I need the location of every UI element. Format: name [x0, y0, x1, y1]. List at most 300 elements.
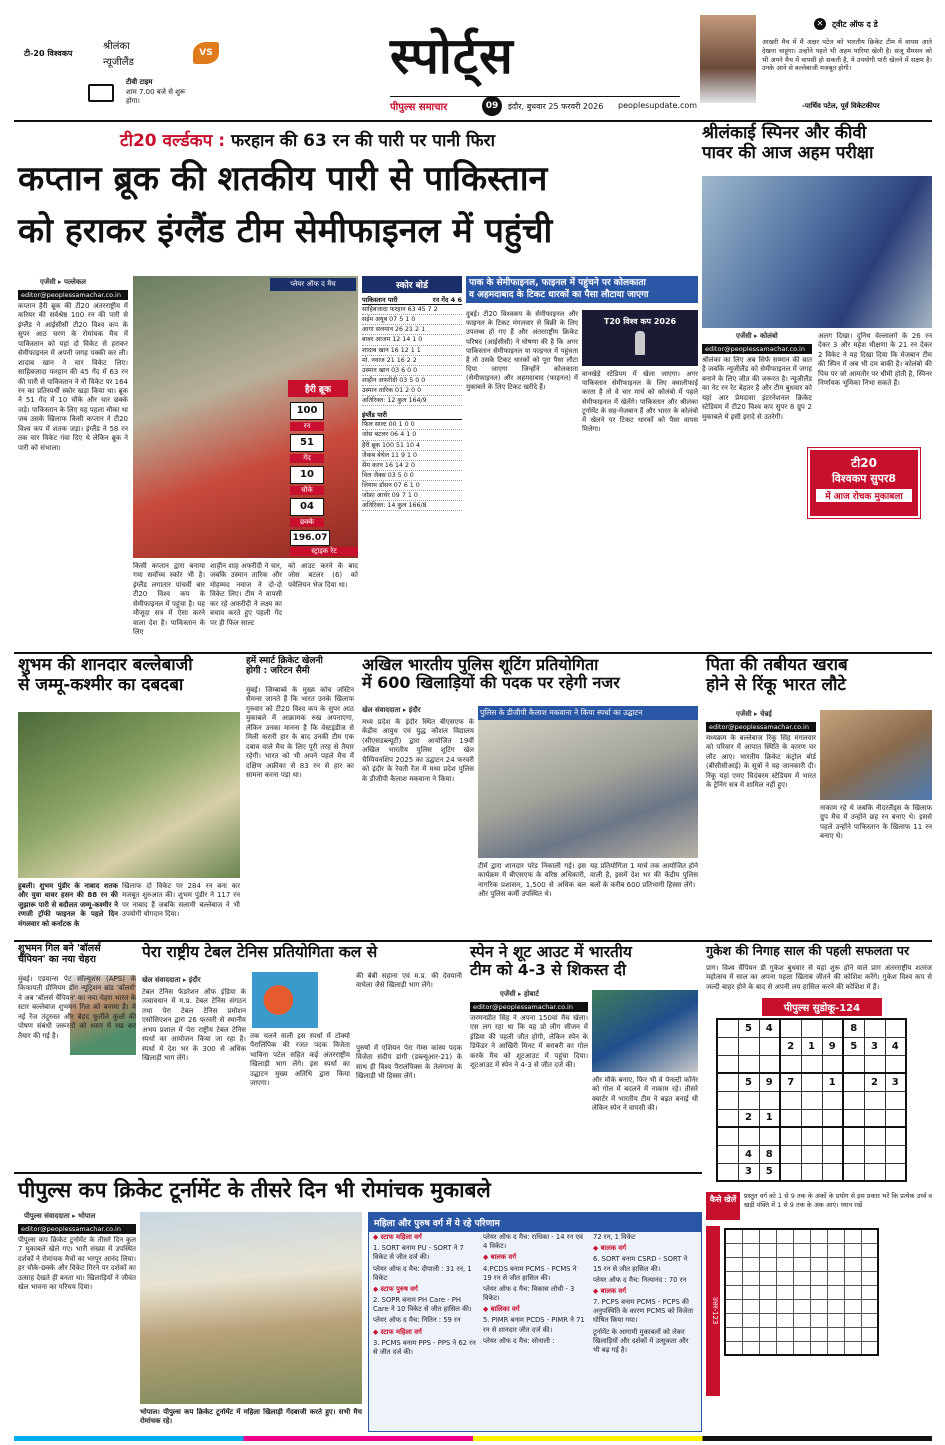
answer-cell	[793, 1243, 810, 1257]
lead-headline-1: कप्तान ब्रूक की शतकीय पारी से पाकिस्तान	[18, 159, 548, 199]
results-box	[368, 1212, 702, 1432]
spain-email: editor@peoplessamachar.co.in	[470, 1002, 588, 1012]
answer-cell	[810, 1257, 827, 1271]
stat-sixes-label: छक्के	[290, 518, 324, 527]
answer-cell	[810, 1327, 827, 1341]
shubham-headline-2: से जम्मू-कश्मीर का दबदबा	[18, 674, 184, 695]
results-col-1	[373, 1233, 477, 1359]
stats-box	[290, 402, 358, 558]
sudoku-cell	[738, 1091, 759, 1109]
sudoku-cell	[843, 1073, 864, 1091]
tweet-label: ट्वीट ऑफ द डे	[832, 20, 878, 29]
police-body-2: टीमें द्वारा शानदार परेड निकाली गई। इस कार्यक्रम में बीएसएफ के वरिष्ठ अधिकारी, नागरिक प्रशासन, 1,500 से अधिक बल और पुलिस कर्मी उपस्थित थे।	[478, 862, 586, 899]
police-body-1: मध्य प्रदेश के इंदौर स्थित बीएसएफ के केंद्रीय आयुध एवं युद्ध कौशल विद्यालय (सीएसडब्ल्यूटी) द्वारा आयोजित 19वीं अखिल भारतीय पुलिस शूटिंग खेल चैम्पियनशिप 2025 का उद्घाटन 24 फरवरी को इंदौर के रेवती रेंज में मध्य प्रदेश पुलिस के डीजीपी कैलाश मकवाना ने किया।	[362, 718, 474, 783]
answer-cell	[725, 1299, 742, 1313]
scorecard-row: उस्मान खान 03 6 0 0	[362, 366, 462, 376]
result-line: 4.PCDS बनाम PCMS - PCMS ने 19 रन से जीत हासिल की।	[483, 1264, 577, 1282]
shubhman-headline	[18, 944, 136, 966]
kicker-label: टी20 वर्ल्डकप :	[120, 131, 226, 151]
para-body-2: तक चलने वाली इस स्पर्धा में टोक्यो पैरालिंपिक की रजत पदक विजेता भाविना पटेल सहित कई अंतरराष्ट्रीय खिलाड़ी भाग लेंगे। इस स्पर्धा का उद्घाटन मुख्य अतिथि द्वारा किया जाएगा।	[250, 1032, 350, 1088]
answer-cell	[725, 1341, 742, 1355]
answer-cell	[861, 1271, 878, 1285]
answer-cell	[861, 1229, 878, 1243]
spain-headline-2: टीम को 4-3 से शिकस्त दी	[470, 960, 627, 979]
answer-cell	[725, 1271, 742, 1285]
answer-cell	[793, 1271, 810, 1285]
paper-name: पीपुल्स समाचार	[390, 102, 448, 113]
sudoku-cell	[717, 1037, 738, 1055]
answer-cell	[810, 1243, 827, 1257]
sudoku-cell	[843, 1163, 864, 1181]
shubhman-body: मुंबई। एडवान्स पेट सॉल्यूशंस (APS) के किफायती प्रीमियम डॉग न्यूट्रिशन ब्रांड 'बॉलर्स' ने अब 'बॉलर्स चैंपियन' का नया चेहरा भारत के स्टार बल्लेबाज शुभमन गिल को बनाया है। ये नई रेंज तंदुरुस्त और बेहद फुर्तीले कुत्तों की पोषण संबंधी जरूरतों को ध्यान में रख कर तैयार की गई है।	[18, 975, 136, 1040]
answer-cell	[759, 1243, 776, 1257]
para-byline: खेल संवाददाता ▸ इंदौर	[142, 976, 201, 984]
potm-label: प्लेयर ऑफ द मैच	[270, 278, 356, 291]
answer-grid	[724, 1228, 879, 1356]
masthead-strip	[390, 96, 698, 114]
sudoku-cell	[864, 1019, 885, 1037]
shubhman-headline-2: चैंपियन' का नया चेहरा	[18, 953, 96, 965]
answer-cell	[844, 1341, 861, 1355]
answer-cell	[793, 1229, 810, 1243]
sudoku-cell: 1	[822, 1073, 843, 1091]
answer-cell	[742, 1285, 759, 1299]
spinners-photo	[702, 176, 932, 328]
answer-cell	[776, 1341, 793, 1355]
result-line: प्लेयर ऑफ द मैच: दीपाली : 31 रन, 1 विकेट	[373, 1264, 472, 1282]
sudoku-cell: 8	[843, 1019, 864, 1037]
answer-cell	[793, 1341, 810, 1355]
rinku-email: editor@peoplessamachar.co.in	[706, 722, 816, 732]
sudoku-cell	[822, 1145, 843, 1163]
tweet-box	[762, 18, 932, 114]
results-title: महिला और पुरुष वर्ग में ये रहे परिणाम	[369, 1213, 701, 1232]
police-headline	[362, 656, 698, 693]
answer-cell	[759, 1313, 776, 1327]
answer-cell	[742, 1243, 759, 1257]
shubham-photo	[18, 712, 240, 878]
sudoku-cell	[864, 1127, 885, 1145]
sudoku-cell	[780, 1163, 801, 1181]
sudoku-cell	[801, 1019, 822, 1037]
answer-cell	[776, 1243, 793, 1257]
scorecard-row: शादाब खान 16 12 1 1	[362, 346, 462, 356]
sudoku-cell	[801, 1073, 822, 1091]
result-line: ◆ बालक वर्ग	[483, 1253, 517, 1262]
website: peoplesupdate.com	[618, 101, 698, 110]
sudoku-cell: 2	[738, 1109, 759, 1127]
result-line: प्लेयर ऑफ द मैच: नितिन : 59 रन	[373, 1316, 461, 1325]
spain-headline-1: स्पेन ने शूट आउट में भारतीय	[470, 943, 632, 961]
sudoku-cell	[885, 1163, 906, 1181]
result-line: प्लेयर ऑफ द मैच: नित्यानंद : 70 रन	[593, 1275, 687, 1284]
lead-headline-2: को हराकर इंग्लैंड टीम सेमीफाइनल में पहुंची	[18, 211, 553, 251]
answer-cell	[810, 1285, 827, 1299]
fixture-label: टी-20 विश्वकप	[24, 49, 73, 58]
spain-agency: एजेंसी ▸ होबार्ट	[500, 990, 539, 998]
answer-cell	[827, 1257, 844, 1271]
para-body-3: की बेबी सहाना एवं म.प्र. की देवयानी वाघेला जैसे खिलाड़ी भाग लेंगे।	[356, 972, 462, 990]
lead-kicker	[120, 128, 495, 151]
answer-cell	[793, 1327, 810, 1341]
result-line: ◆ बालक वर्ग	[593, 1286, 627, 1295]
sudoku-cell: 1	[759, 1109, 780, 1127]
answer-cell	[827, 1229, 844, 1243]
sudoku-cell	[843, 1109, 864, 1127]
tv-time: शाम 7.00 बजे से शुरू होगा।	[126, 88, 186, 105]
answer-cell	[827, 1243, 844, 1257]
fixture-team1: श्रीलंका	[103, 41, 130, 52]
sudoku-cell	[864, 1091, 885, 1109]
answer-cell	[810, 1271, 827, 1285]
sudoku-cell	[717, 1145, 738, 1163]
how-label: कैसे खेलें	[706, 1192, 740, 1220]
masthead-rule	[14, 120, 932, 122]
answer-cell	[793, 1299, 810, 1313]
player-name-tag: हैरी ब्रूक	[288, 380, 348, 397]
vs-badge: VS	[193, 42, 219, 64]
scorecard-team2: इंग्लैंड पारी	[362, 410, 462, 420]
answer-cell	[742, 1271, 759, 1285]
masthead-title: स्पोर्ट्स	[390, 27, 514, 85]
rinku-body-2: नाकाम रहे थे जबकि नीदरलैंड्स के खिलाफ ग्रुप मैच में उन्होंने छह रन बनाए थे। इससे पहले उन्होंने पाकिस्तान के खिलाफ 11 रन बनाए थे।	[820, 804, 932, 841]
sudoku-cell	[885, 1109, 906, 1127]
sudoku-cell: 5	[738, 1073, 759, 1091]
police-body-3: यह प्रतियोगिता 1 मार्च तक आयोजित होने वाली है, इसमें देश भर की केंद्रीय पुलिस बलों के करीब 600 प्रतिभागी हिस्सा लेंगे।	[590, 862, 698, 889]
sudoku-cell	[801, 1109, 822, 1127]
stat-fours-label: चौके	[290, 486, 324, 495]
spinners-agency: एजेंसी ▸ कोलंबो	[736, 332, 778, 340]
registration-bar	[14, 1436, 932, 1441]
answer-cell	[776, 1229, 793, 1243]
sudoku-cell	[780, 1109, 801, 1127]
sudoku-cell	[864, 1109, 885, 1127]
answer-label: उत्तर-123	[706, 1226, 720, 1396]
shubhman-headline-1: शुभमन गिल बने 'बॉलर्स	[18, 943, 101, 954]
police-headline-2: में 600 खिलाड़ियों की पदक पर रहेगी नजर	[362, 673, 620, 693]
peoples-cup-email: editor@peoplessamachar.co.in	[18, 1224, 136, 1234]
para-tt-photo	[252, 972, 318, 1028]
answer-cell	[742, 1257, 759, 1271]
sidebar-headline-1: पाक के सेमीफाइनल, फाइनल में पहुंचने पर कोलकाता	[469, 278, 646, 288]
sudoku-cell	[801, 1091, 822, 1109]
lead-agency: एजेंसी ▸ पल्लेकल	[40, 278, 86, 286]
scorecard-row: लियाम डॉसन 07 6 1 0	[362, 481, 462, 491]
sudoku-grid	[716, 1018, 907, 1182]
scorecard-row: सैम करन 16 14 2 0	[362, 461, 462, 471]
spinners-headline-1: श्रीलंकाई स्पिनर और कीवी	[702, 123, 867, 143]
t20-badge-text: T20 विश्व कप 2026	[603, 317, 677, 326]
spinners-email: editor@peoplessamachar.co.in	[702, 344, 812, 354]
sudoku-cell	[822, 1127, 843, 1145]
answer-cell	[844, 1327, 861, 1341]
answer-cell	[759, 1299, 776, 1313]
result-line: ◆ बालक वर्ग	[593, 1244, 627, 1253]
scorecard-row: फिल साल्ट 00 1 0 0	[362, 420, 462, 430]
sudoku-cell	[780, 1055, 801, 1073]
answer-cell	[776, 1327, 793, 1341]
sudoku-cell	[717, 1127, 738, 1145]
scorecard-row: जैकब बेथेल 11 9 1 0	[362, 451, 462, 461]
lead-body-1: कप्तान हैरी ब्रूक की टी20 अंतरराष्ट्रीय में करियर की सर्वश्रेष्ठ 100 रन की पारी से इंग्लैंड ने आईसीसी टी20 विश्व कप के सुपर आठ चरण के रोमांचक मैच में पाकिस्तान को यहां दो विकेट से हराकर सेमीफाइनल में अपनी जगह पक्की कर ली। शादाब खान ने चार विकेट लिए। साहिबजादा फरहान की 45 गेंद में 63 रन की पारी से पाकिस्तान ने नौ विकेट पर 164 रन का प्रतिस्पर्धी स्कोर खड़ा किया था। ब्रूक ने 51 गेंद में 10 चौके और चार छक्के जड़े। पाकिस्तान के लिए यह पहला मौका था जब उसके खिलाफ किसी कप्तान ने टी20 विश्व कप में शतक जड़ा। इंग्लैंड ने 58 रन तक चार विकेट गंवा दिए थे लेकिन ब्रूक ने पारी को संभाला।	[18, 302, 128, 452]
answer-cell	[827, 1285, 844, 1299]
answer-cell	[759, 1327, 776, 1341]
scorecard-row: विल जैक्स 03 5 0 0	[362, 471, 462, 481]
answer-cell	[861, 1299, 878, 1313]
result-line: 3. PCMS बनाम PPS - PPS ने 62 रन से जीत दर्ज की।	[373, 1338, 476, 1356]
result-line: ◆ स्टाफ महिला वर्ग	[373, 1233, 422, 1241]
lead-body-4: को आउट करने के बाद जोस बटलर (6) को पवेलियन भेज दिया था।	[288, 562, 358, 589]
answer-cell	[827, 1341, 844, 1355]
sudoku-cell: 4	[885, 1037, 906, 1055]
result-line: 2. SOPR बनाम PH Care - PH Care ने 10 विकेट से जीत हासिल की।	[373, 1296, 472, 1314]
sudoku-cell: 5	[738, 1019, 759, 1037]
sudoku-cell	[864, 1055, 885, 1073]
sudoku-cell	[801, 1055, 822, 1073]
sudoku-cell: 2	[780, 1037, 801, 1055]
stat-balls-label: गेंद	[290, 454, 324, 463]
sudoku-cell	[864, 1163, 885, 1181]
how-text: प्रस्तुत वर्ग को 1 से 9 तक के अंकों के प्रयोग से इस प्रकार भरें कि प्रत्येक उर्ध्व व खड़ी पंक्ति में 1 से 9 तक के अंक आएं। ध्यान रखें	[744, 1192, 932, 1209]
promo-box	[808, 448, 920, 518]
stat-sr: 196.07	[290, 530, 330, 546]
row-rule-2	[14, 940, 932, 942]
scorecard-title: स्कोर बोर्ड	[362, 276, 462, 293]
sudoku-cell: 4	[738, 1145, 759, 1163]
sudoku-cell	[738, 1127, 759, 1145]
sudoku-cell	[843, 1127, 864, 1145]
sudoku-cell	[885, 1091, 906, 1109]
answer-cell	[759, 1257, 776, 1271]
stat-runs-label: रन	[290, 422, 324, 431]
sudoku-cell	[780, 1091, 801, 1109]
sudoku-cell	[885, 1127, 906, 1145]
sudoku-cell: 5	[759, 1163, 780, 1181]
promo-line-3: में आज रोचक मुकाबला	[816, 489, 912, 502]
row-rule-1	[14, 652, 932, 654]
sudoku-cell	[843, 1145, 864, 1163]
spain-headline	[470, 944, 698, 980]
sudoku-cell	[759, 1037, 780, 1055]
result-line: 72 रन, 1 विकेट	[593, 1233, 636, 1241]
lead-body-2: किसी कप्तान द्वारा बनाया गया सर्वोच्च स्कोर भी है। इंग्लैंड लगातार पांचवीं बार टी20 विश्व कप के सेमीफाइनल में पहुंचा है। यह मौजूदा सत्र में ऐसा करने वाला देश है। पाकिस्तान के लिए	[133, 562, 205, 637]
answer-cell	[742, 1327, 759, 1341]
answer-cell	[861, 1257, 878, 1271]
answer-cell	[793, 1313, 810, 1327]
shubham-body: खिलाफ दो विकेट पर 284 रन बना कर मजबूत शुरुआत की। शुभम पुंडीर ने 117 रन पर नाबाद हैं जबकि सलामी बल्लेबाज ने भी उपयोगी योगदान दिया।	[122, 882, 240, 919]
scorecard-team1	[362, 295, 462, 305]
scorecard-row: अतिरिक्त: 14 कुल 166/8	[362, 501, 462, 511]
sudoku-cell	[822, 1019, 843, 1037]
spain-photo	[592, 990, 698, 1072]
answer-cell	[759, 1341, 776, 1355]
sudoku-cell	[780, 1145, 801, 1163]
spain-body-1: जरमनप्रीत सिंह ने अपना 150वां मैच खेला। एस लग रहा था कि यह प्रो लीग सीजन में इंडिया की पहली जीत होगी, लेकिन स्पेन के डिफेंडर ने आखिरी मिनट में बराबरी का गोल करके मैच को शूटआउट में पहुंचा दिया। शूटआउट में स्पेन ने 4-3 से जीत दर्ज की।	[470, 1014, 588, 1070]
answer-cell	[793, 1285, 810, 1299]
answer-cell	[776, 1257, 793, 1271]
answer-cell	[776, 1299, 793, 1313]
rinku-headline-1: पिता की तबीयत खराब	[706, 655, 848, 675]
dateline: इंदौर, बुधवार 25 फरवरी 2026	[508, 102, 604, 111]
scorecard-row: जोस बटलर 06 4 1 0	[362, 430, 462, 440]
result-line: 6. SORT बनाम CSRD - SORT ने 15 रन से जीत हासिल की।	[593, 1255, 688, 1273]
team1-name: पाकिस्तान पारी	[362, 296, 398, 304]
sudoku-cell	[822, 1109, 843, 1127]
promo-line-2: विश्वकप सुपर8	[831, 472, 897, 485]
spinners-body-1: श्रीलंका का लिए अब सिर्फ सम्मान की बात है जबकि न्यूजीलैंड को सेमीफाइनल में जगह बनाने के लिए जीत की जरूरत है। न्यूजीलैंड का नेट रन रेट बेहतर है और टीम बुधवार को यहां आर प्रेमदासा इंटरनेशनल क्रिकेट स्टेडियम में टी20 विश्व कप सुपर 8 ग्रुप 2 मुकाबले में इसी इरादे से उतरेगी।	[702, 356, 812, 421]
scorecard-row: सईम अयूब 07 5 1 0	[362, 315, 462, 325]
fixture-team2: न्यूजीलैंड	[103, 57, 134, 68]
answer-cell	[827, 1313, 844, 1327]
answer-cell	[844, 1299, 861, 1313]
answer-cell	[725, 1285, 742, 1299]
answer-cell	[844, 1271, 861, 1285]
para-body-4: पुरुषों में एशियन पेरा गेम्स कांस्य पदक विजेता संदीप डांगी (डब्ल्यूआर-21) के साथ ही विश्व पैरालंपिक्स के तेलंगाना के खिलाड़ी भी हिस्सा लेंगे।	[356, 1044, 462, 1081]
result-line: 1. SORT बनाम PU - SORT ने 7 विकेट से जीत दर्ज की।	[373, 1244, 464, 1262]
sudoku-cell	[822, 1055, 843, 1073]
result-line: टूर्नामेंट के आगामी मुकाबलों को लेकर खिलाड़ियों और दर्शकों में उत्सुकता और भी बढ़ गई है।	[593, 1327, 689, 1354]
sudoku-cell	[717, 1019, 738, 1037]
answer-cell	[844, 1313, 861, 1327]
shubham-caption: हुबली। शुभम पुंडीर के नाबाद शतक और युवा यावर हसन की 88 रन की जुझारू पारी से बदौलत जम्मू-कश्मीर ने रणजी ट्रॉफी फाइनल के पहले दिन मंगलवार को कर्नाटक के	[18, 882, 118, 928]
answer-cell	[810, 1341, 827, 1355]
result-line: प्लेयर ऑफ द मैच: राधिका - 14 रन एवं 4 विकेट।	[483, 1233, 583, 1251]
rinku-headline	[706, 656, 932, 695]
rinku-headline-2: होने से रिंकू भारत लौटे	[706, 674, 846, 695]
sudoku-cell	[885, 1055, 906, 1073]
scorecard-row: साहिबजादा फरहान 63 45 7 2	[362, 305, 462, 315]
sudoku-cell: 9	[822, 1037, 843, 1055]
lead-email: editor@peoplessamachar.co.in	[18, 290, 128, 300]
sammy-headline	[246, 656, 354, 677]
sudoku-title: पीपुल्स सुडोकू-124	[762, 998, 882, 1016]
shubham-headline-1: शुभम की शानदार बल्लेबाजी	[18, 655, 193, 675]
police-headline-1: अखिल भारतीय पुलिस शूटिंग प्रतियोगिता	[362, 655, 599, 674]
result-line: ◆ स्टाफ पुरुष वर्ग	[373, 1284, 418, 1293]
sudoku-cell: 5	[843, 1037, 864, 1055]
peoples-cup-photo	[140, 1212, 362, 1404]
answer-cell	[759, 1229, 776, 1243]
sudoku-cell	[717, 1073, 738, 1091]
sudoku-cell	[885, 1145, 906, 1163]
sammy-headline-1: हमें स्मार्ट क्रिकेट खेलनी	[246, 656, 323, 666]
scorecard-row: अतिरिक्त: 12 कुल 164/9	[362, 396, 462, 406]
scorecard-row: जोफ्रा आर्चर 09 7 1 0	[362, 491, 462, 501]
scorecard-rows-1	[362, 305, 462, 406]
answer-cell	[844, 1257, 861, 1271]
sudoku-cell	[738, 1037, 759, 1055]
sudoku-cell	[885, 1019, 906, 1037]
cols-header: रन गेंद 4 6	[432, 296, 462, 304]
rinku-agency: एजेंसी ▸ चेन्नई	[736, 710, 772, 718]
result-line: 5. PIMR बनाम PCDS - PIMR ने 71 रन से शानदार जीत दर्ज की।	[483, 1316, 585, 1334]
answer-cell	[827, 1327, 844, 1341]
sidebar-news-headline	[466, 276, 698, 303]
stat-sixes: 04	[290, 498, 324, 516]
tweet-icon: ✕	[814, 18, 826, 30]
rinku-body-1: मध्यक्रम के बल्लेबाज रिंकू सिंह मंगलवार को परिवार में आपात स्थिति के कारण घर लौट आए। भारतीय क्रिकेट कंट्रोल बोर्ड (बीसीसीआई) के सूत्रों ने यह जानकारी दी। रिंकू यहां एमए चिदंबरम स्टेडियम में भारत के ट्रेनिंग सत्र में शामिल नहीं हुए।	[706, 734, 816, 790]
sudoku-cell: 4	[759, 1019, 780, 1037]
lead-body-3: शाहीन शाह अफरीदी ने चार, जबकि उस्मान तारिक और मोहम्मद नवाज ने दो-दो विकेट लिए। टीम ने वापसी कर रहे अफरीदी ने लक्ष्य का बचाव करते हुए पहली गेंद पर ही फिल साल्ट	[210, 562, 282, 627]
sudoku-cell	[843, 1055, 864, 1073]
tweet-author: -पार्थिव पटेल, पूर्व विकेटकीपर	[802, 102, 880, 110]
result-line: प्लेयर ऑफ द मैच: सोनाली :	[483, 1336, 555, 1345]
police-caption: पुलिस के डीजीपी कैलाश मकवाना ने किया स्पर्धा का उद्घाटन	[478, 706, 698, 720]
spinners-body-2: अलग दिखा। दुनिथ वेल्लालगे के 26 रन देकर 3 और महेश थीक्षणा के 21 रन देकर 2 विकेट ने यह दिखा दिया कि मेजबान टीम की स्पिन में अब भी दम बाकी है। कोलंबो की पिच पर जो आमतौर पर धीमी होती है, स्पिनर निर्णायक भूमिका निभा सकते हैं।	[818, 332, 932, 388]
kicker-text: फरहान की 63 रन की पारी पर पानी फिरा	[230, 131, 495, 151]
result-line: ◆ स्टाफ महिला वर्ग	[373, 1327, 422, 1336]
answer-cell	[725, 1243, 742, 1257]
trophy-icon	[635, 331, 645, 355]
scorecard-rows-2	[362, 420, 462, 511]
answer-cell	[776, 1285, 793, 1299]
sammy-body: मुंबई। जिम्बाब्वे के मुख्य कोच जस्टिन सैमन्स जानते हैं कि भारत उनके खिलाफ गुरुवार को टी20 विश्व कप के सुपर आठ मुकाबले में आक्रामक रुख अपनाएगा, लेकिन उनका मानना है कि वेस्टइंडीज से मिली करारी हार के बाद उनकी टीम एक दबाव वाले मैच के लिए पूरी तरह से तैयार रहेगी। भारत को भी अपने पहले मैच में दक्षिण अफ्रीका से 83 रन से हार का सामना करना पड़ा था।	[246, 686, 354, 779]
answer-cell	[725, 1327, 742, 1341]
peoples-cup-body: पीपुल्स कप क्रिकेट टूर्नामेंट के तीसरे दिन कुल 7 मुकाबले खेले गए। भारी संख्या में उपस्थित दर्शकों ने रोमांचक मैचों का भरपूर आनंद लिया। हर चौके-छक्के और विकेट गिरने पर दर्शकों का उत्साह देखते ही बनता था। खिलाड़ियों ने जीवंत खेल भावना का परिचय दिया।	[18, 1236, 136, 1292]
peoples-cup-byline: पीपुल्स संवाददाता ▸ भोपाल	[24, 1212, 96, 1220]
answer-cell	[844, 1243, 861, 1257]
tweet-text: आखरी मैच में मैं अक्षर पटेल को भारतीय क्रिकेट टीम में वापस आते देखना चाहूंगा। उन्होंने पहले भी अहम पारियां खेली है। संजू सैमसन को भी अपने मैच में वापसी हो सकती है, ये उपयोगी पारी खेलने में सक्षम है। उनके आने से बल्लेबाजी मजबूत होगी।	[762, 38, 932, 73]
answer-cell	[759, 1285, 776, 1299]
answer-cell	[861, 1285, 878, 1299]
scorecard	[362, 276, 462, 650]
sudoku-cell	[822, 1091, 843, 1109]
promo-line-1: टी20	[851, 456, 877, 470]
para-headline: पेरा राष्ट्रीय टेबल टेनिस प्रतियोगिता कल से	[142, 943, 378, 961]
sudoku-cell	[717, 1163, 738, 1181]
gukesh-headline: गुकेश की निगाह साल की पहली सफलता पर	[706, 943, 910, 958]
sudoku-cell	[759, 1127, 780, 1145]
answer-cell	[810, 1299, 827, 1313]
scorecard-row: बाबर आजम 12 14 1 0	[362, 335, 462, 345]
how-to-play	[706, 1192, 932, 1222]
peoples-cup-headline: पीपुल्स कप क्रिकेट टूर्नामेंट के तीसरे दिन भी रोमांचक मुकाबले	[18, 1178, 491, 1202]
rinku-photo	[820, 710, 932, 800]
answer-cell	[742, 1229, 759, 1243]
scorecard-row: शाहीन अफरीदी 03 5 0 0	[362, 376, 462, 386]
stat-fours: 10	[290, 466, 324, 484]
tweet-author-photo	[700, 15, 756, 103]
sudoku-cell	[843, 1091, 864, 1109]
answer-cell	[861, 1243, 878, 1257]
stat-balls: 51	[290, 434, 324, 452]
sudoku-cell	[717, 1091, 738, 1109]
sudoku-cell	[801, 1127, 822, 1145]
spinners-headline-2: पावर की आज अहम परीक्षा	[702, 142, 874, 163]
sudoku-cell: 2	[864, 1073, 885, 1091]
sidebar-news-body-2: वानखेड़े स्टेडियम में खेला जाएगा। अगर पाकिस्तान सेमीफाइनल के लिए क्वालीफाई करता है तो वे चार मार्च को कोलंबो में पहले सेमीफाइनल में खेलेंगे। पाकिस्तान और श्रीलंका टूर्नामेंट के सह-मेजबान हैं और भारत के कोलंबो में खेलने पर टिकट धारकों को पैसा वापस मिलेगा।	[582, 370, 698, 434]
sudoku-cell	[738, 1055, 759, 1073]
spain-body-2: और मौके बनाए, फिर भी वे पेनल्टी कॉर्नर को गोल में बदलने में नाकाम रहे। तीसरे क्वार्टर में भारतीय टीम ने बढ़त बनाई थी लेकिन स्पेन ने वापसी की।	[592, 1076, 698, 1113]
answer-cell	[793, 1257, 810, 1271]
answer-cell	[827, 1299, 844, 1313]
sammy-headline-2: होगी : जरिटन सैमी	[246, 666, 310, 677]
police-photo	[478, 720, 698, 858]
answer-cell	[742, 1341, 759, 1355]
stat-sr-label: स्ट्राइक रेट	[290, 547, 358, 556]
sudoku-cell	[780, 1019, 801, 1037]
sudoku-cell	[801, 1163, 822, 1181]
results-col-3	[593, 1233, 697, 1357]
page-number: 09	[482, 96, 502, 116]
answer-cell	[725, 1313, 742, 1327]
answer-cell	[742, 1313, 759, 1327]
sudoku-cell: 8	[759, 1145, 780, 1163]
sudoku-cell: 9	[759, 1073, 780, 1091]
answer-cell	[810, 1229, 827, 1243]
answer-cell	[861, 1341, 878, 1355]
shubham-headline	[18, 656, 240, 695]
